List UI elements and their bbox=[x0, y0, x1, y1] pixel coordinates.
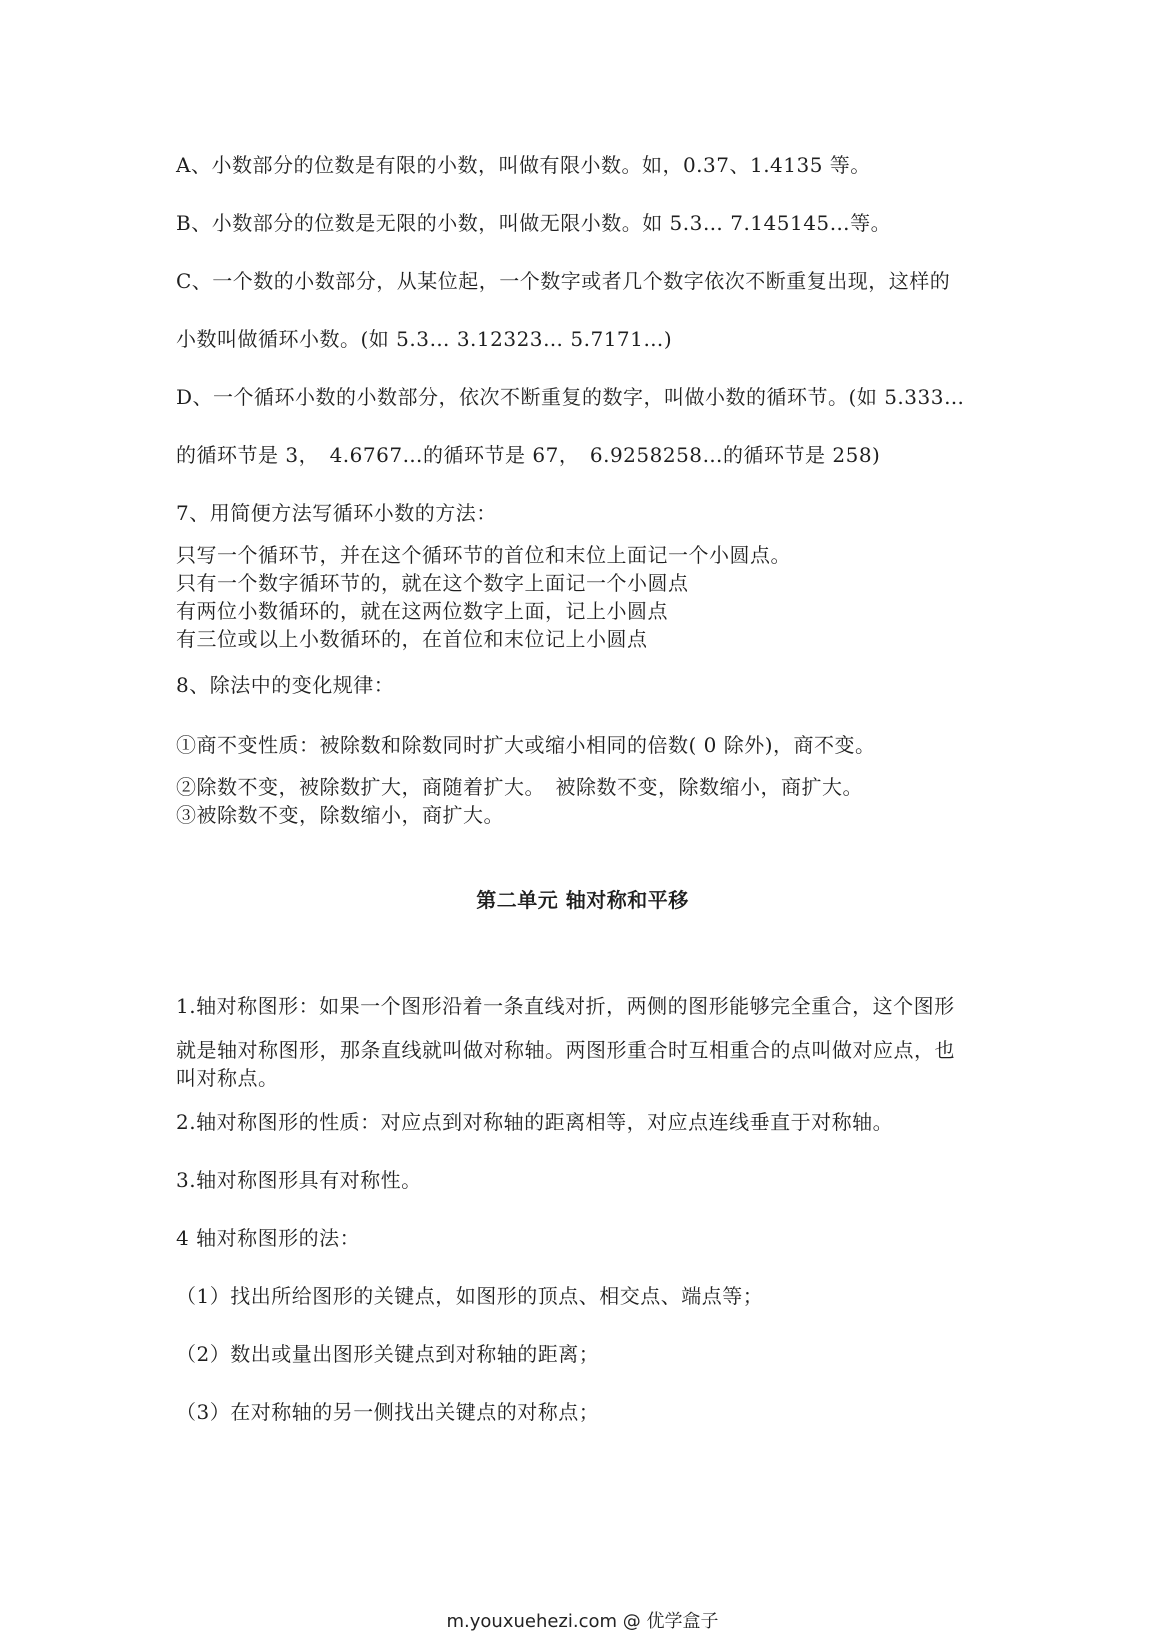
decimal-infinite-text: B、小数部分的位数是无限的小数，叫做无限小数。如 5.3… 7.145145…等。 bbox=[176, 211, 892, 235]
section7-rule: 只写一个循环节，并在这个循环节的首位和末位上面记一个小圆点。 bbox=[176, 543, 791, 567]
section7-rule: 有三位或以上小数循环的，在首位和末位记上小圆点 bbox=[176, 627, 648, 651]
section8-rule: ③被除数不变，除数缩小，商扩大。 bbox=[176, 803, 504, 827]
decimal-repeating-text-1: C、一个数的小数部分，从某位起，一个数字或者几个数字依次不断重复出现，这样的 bbox=[176, 269, 951, 293]
method-step: （3）在对称轴的另一侧找出关键点的对称点； bbox=[176, 1400, 600, 1424]
method-step: （1）找出所给图形的关键点，如图形的顶点、相交点、端点等； bbox=[176, 1284, 764, 1308]
section8-rule: ①商不变性质：被除数和除数同时扩大或缩小相同的倍数( 0 除外)，商不变。 bbox=[176, 733, 876, 757]
axis-symmetry-property: 2.轴对称图形的性质：对应点到对称轴的距离相等，对应点连线垂直于对称轴。 bbox=[176, 1110, 894, 1134]
unit-title: 第二单元 轴对称和平移 bbox=[476, 888, 689, 912]
axis-symmetry-definition-1: 1.轴对称图形：如果一个图形沿着一条直线对折，两侧的图形能够完全重合，这个图形 bbox=[176, 994, 955, 1018]
footer-watermark: m.youxuehezi.com @ 优学盒子 bbox=[446, 1611, 719, 1632]
method-step: （2）数出或量出图形关键点到对称轴的距离； bbox=[176, 1342, 600, 1366]
section8-rule: ②除数不变，被除数扩大，商随着扩大。 被除数不变，除数缩小，商扩大。 bbox=[176, 775, 863, 799]
axis-symmetry-definition-3: 叫对称点。 bbox=[176, 1066, 279, 1090]
decimal-finite-text: A、小数部分的位数是有限的小数，叫做有限小数。如，0.37、1.4135 等。 bbox=[176, 153, 871, 177]
section7-rule: 只有一个数字循环节的，就在这个数字上面记一个小圆点 bbox=[176, 571, 689, 595]
repetend-text-2: 的循环节是 3， 4.6767…的循环节是 67， 6.9258258…的循环节是 258) bbox=[176, 443, 881, 467]
repetend-text-1: D、一个循环小数的小数部分，依次不断重复的数字，叫做小数的循环节。(如 5.333… bbox=[176, 385, 965, 409]
section7-heading: 7、用简便方法写循环小数的方法： bbox=[176, 501, 497, 525]
section7-rule: 有两位小数循环的，就在这两位数字上面，记上小圆点 bbox=[176, 599, 668, 623]
decimal-repeating-text-2: 小数叫做循环小数。(如 5.3… 3.12323… 5.7171…) bbox=[176, 327, 673, 351]
section8-heading: 8、除法中的变化规律： bbox=[176, 673, 395, 697]
axis-symmetry-method-heading: 4 轴对称图形的法： bbox=[176, 1226, 361, 1250]
axis-symmetry-feature: 3.轴对称图形具有对称性。 bbox=[176, 1168, 422, 1192]
axis-symmetry-definition-2: 就是轴对称图形，那条直线就叫做对称轴。两图形重合时互相重合的点叫做对应点，也 bbox=[176, 1038, 955, 1062]
